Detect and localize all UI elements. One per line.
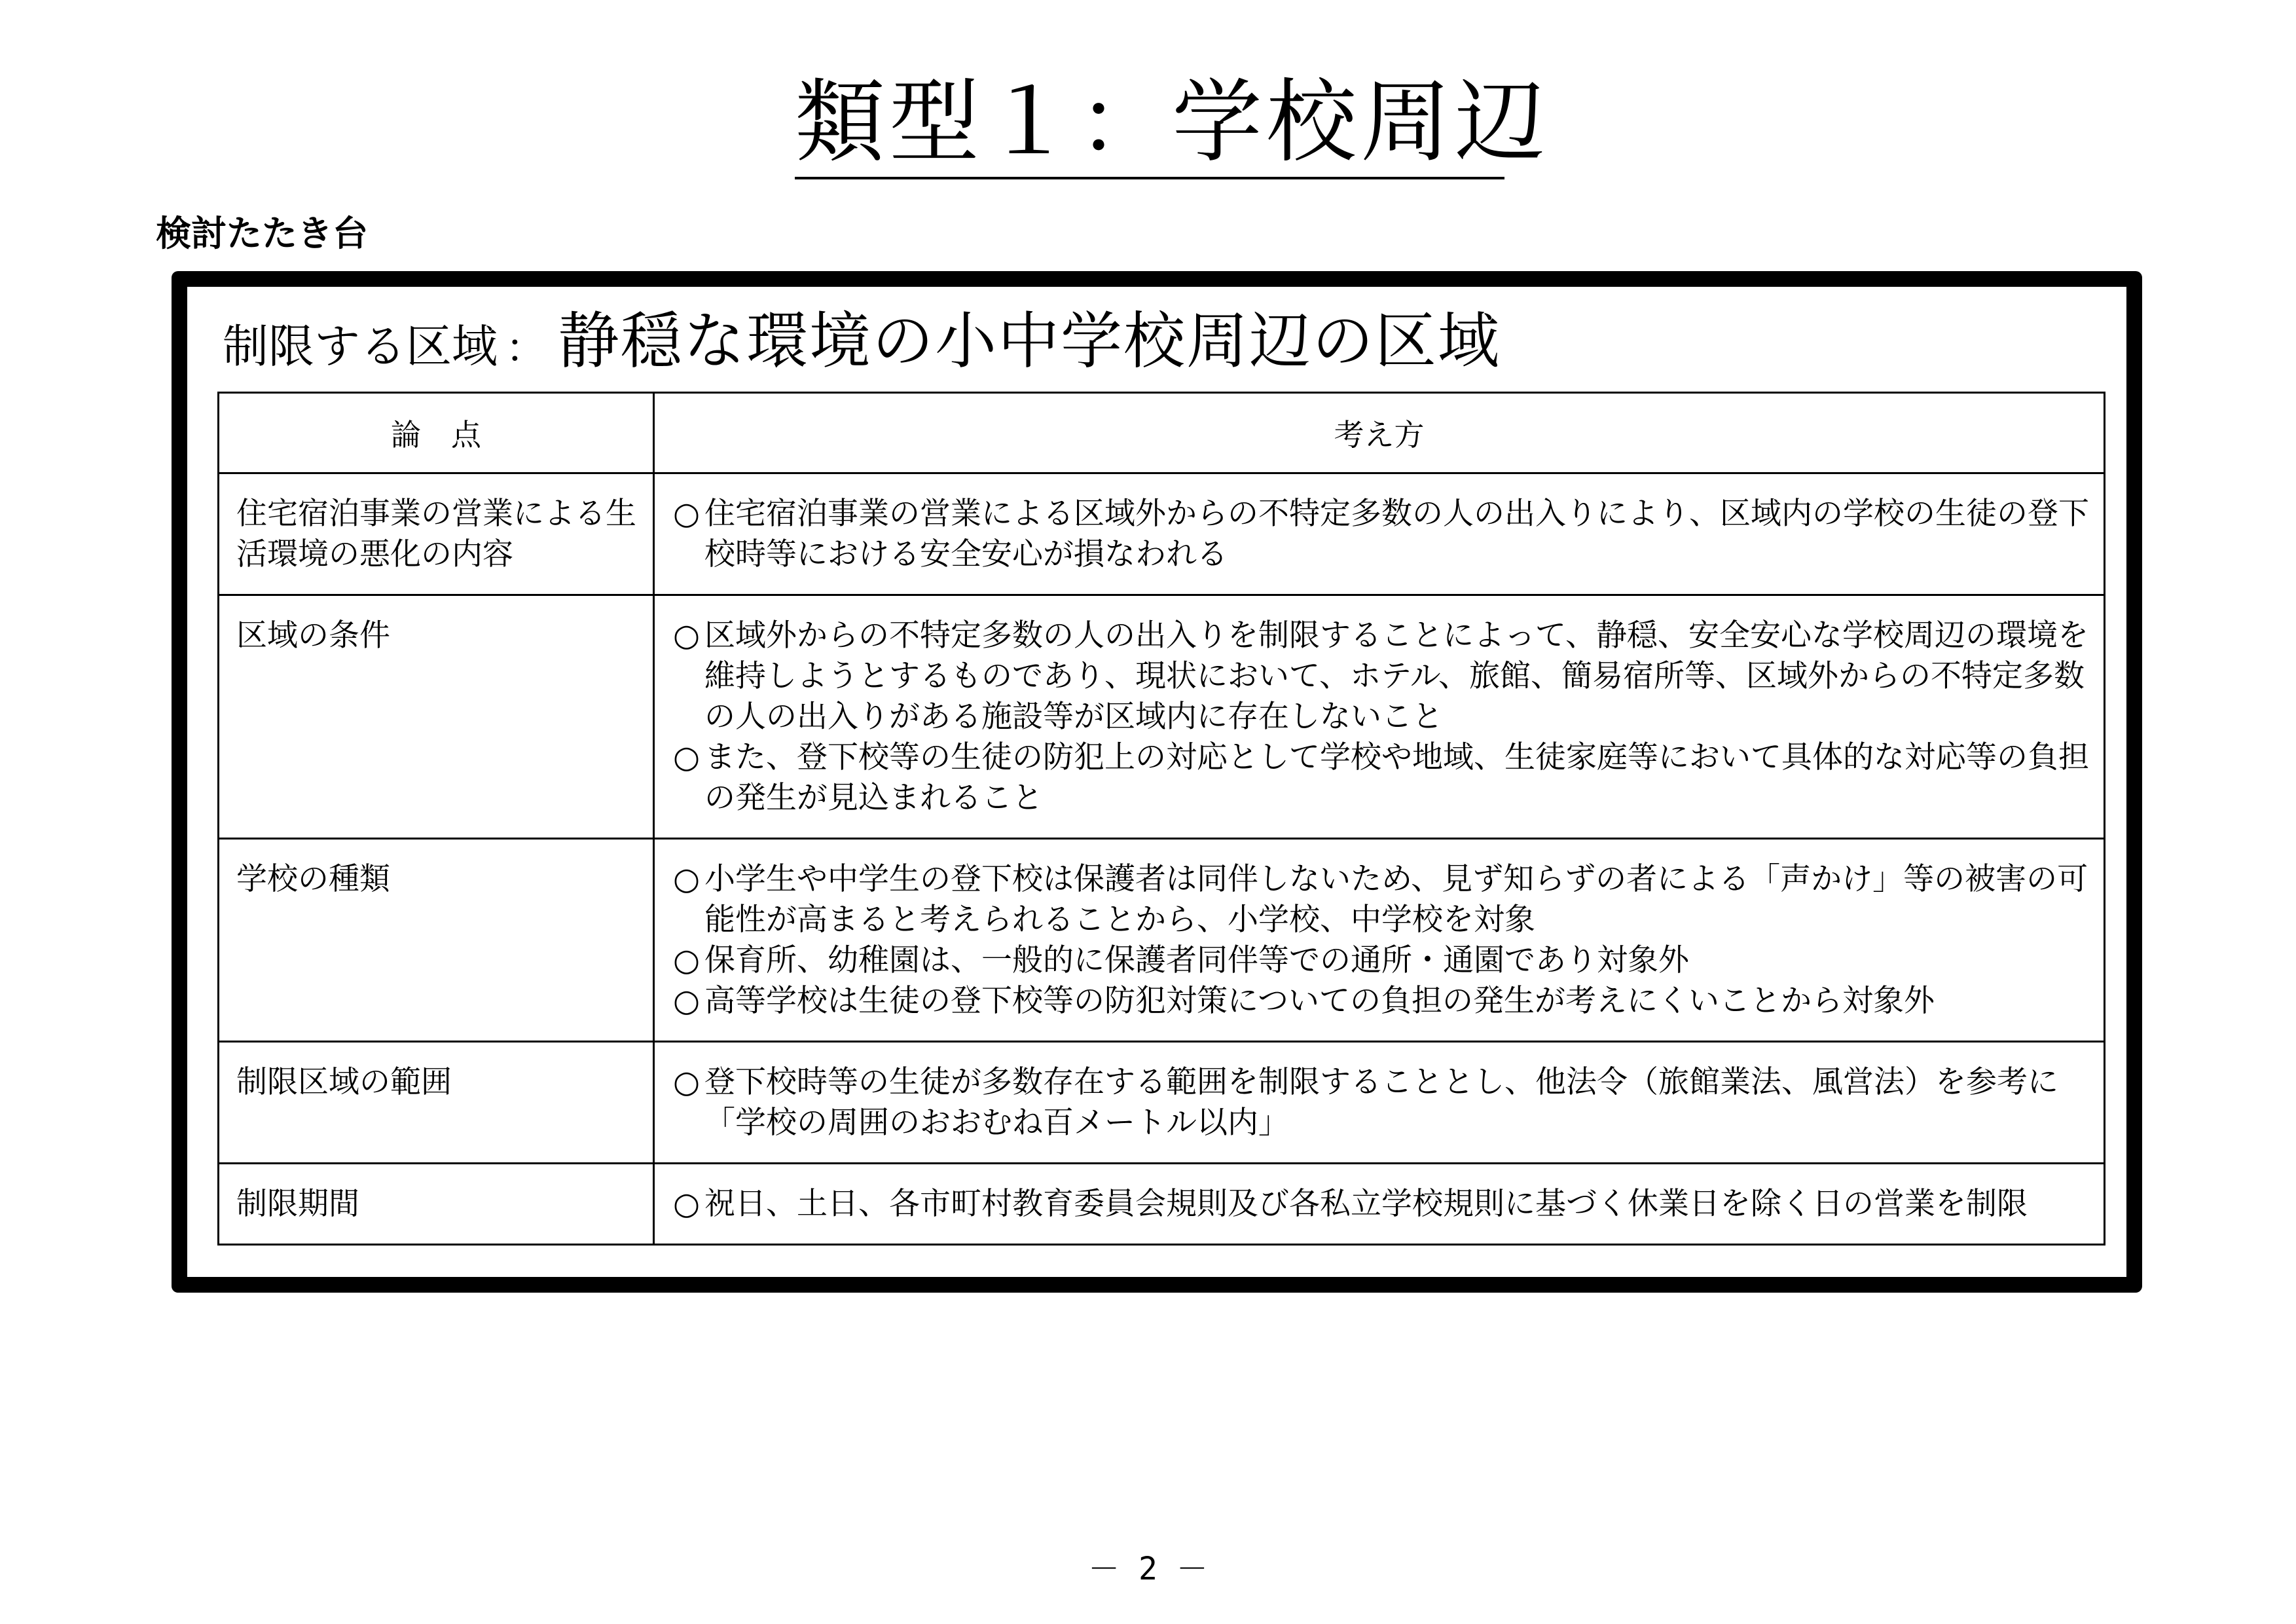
approach-text: 祝日、土日、各市町村教育委員会規則及び各私立学校規則に基づく休業日を除く日の営業を制限 [704, 1186, 2028, 1222]
table-header-row [219, 393, 2105, 473]
approach-point [673, 494, 2089, 575]
approach-point [673, 737, 2089, 819]
approach-text: 区域外からの不特定多数の人の出入りを制限することによって、静穏、安全安心な学校周辺の環境を維持しようとするものであり、現状において、ホテル、旅館、簡易宿所等、区域外からの不特定多数の人の出入りがある施設等が区域内に存在しないこと [704, 618, 2089, 735]
issue-cell: 制限区域の範囲 [219, 1042, 654, 1164]
issue-cell: 制限期間 [219, 1164, 654, 1245]
restricted-area-value: 静穏な環境の小中学校周辺の区域 [558, 306, 1501, 377]
table-row [219, 595, 2105, 839]
page-number: － 2 － [1088, 1551, 1208, 1587]
restricted-area-label: 制限する区域 [223, 320, 498, 373]
approach-point [673, 981, 2089, 1022]
table-row [219, 1164, 2105, 1245]
approach-point [673, 859, 2089, 940]
header-approach: 考え方 [654, 393, 2105, 473]
page-title: 類型１：学校周辺 [795, 73, 1504, 179]
issues-table [217, 392, 2105, 1246]
approach-cell [654, 1042, 2105, 1164]
restricted-area-colon: ： [505, 324, 547, 372]
bullet-mark: ○ [673, 1186, 701, 1222]
bullet-mark: ○ [673, 983, 701, 1019]
issue-cell: 区域の条件 [219, 595, 654, 839]
approach-text: 高等学校は生徒の登下校等の防犯対策についての負担の発生が考えにくいことから対象外 [704, 983, 1935, 1019]
approach-point [673, 1062, 2089, 1143]
approach-cell [654, 595, 2105, 839]
approach-cell [654, 1164, 2105, 1245]
bullet-mark: ○ [673, 1064, 701, 1100]
bullet-mark: ○ [673, 942, 701, 978]
policy-frame [172, 271, 2142, 1293]
table-row [219, 473, 2105, 595]
restricted-area-heading [223, 306, 1501, 381]
bullet-mark: ○ [673, 739, 701, 775]
approach-text: 登下校時等の生徒が多数存在する範囲を制限することとし、他法令（旅館業法、風営法）を参考に「学校の周囲のおおむね百メートル以内」 [704, 1064, 2058, 1141]
approach-text: 保育所、幼稚園は、一般的に保護者同伴等での通所・通園であり対象外 [704, 942, 1689, 978]
approach-text: 住宅宿泊事業の営業による区域外からの不特定多数の人の出入りにより、区域内の学校の生徒の登下校時等における安全安心が損なわれる [704, 496, 2089, 572]
bullet-mark: ○ [673, 618, 701, 654]
approach-point [673, 616, 2089, 737]
approach-point [673, 940, 2089, 981]
table-row [219, 839, 2105, 1042]
bullet-mark: ○ [673, 861, 701, 897]
table-row [219, 1042, 2105, 1164]
issue-cell: 住宅宿泊事業の営業による生活環境の悪化の内容 [219, 473, 654, 595]
approach-cell [654, 473, 2105, 595]
draft-subheading: 検討たたき台 [156, 213, 368, 254]
approach-point [673, 1184, 2089, 1225]
issue-cell: 学校の種類 [219, 839, 654, 1042]
approach-text: 小学生や中学生の登下校は保護者は同伴しないため、見ず知らずの者による「声かけ」等の被害の可能性が高まると考えられることから、小学校、中学校を対象 [704, 861, 2088, 938]
header-issue: 論 点 [219, 393, 654, 473]
approach-text: また、登下校等の生徒の防犯上の対応として学校や地域、生徒家庭等において具体的な対応等の負担の発生が見込まれること [704, 739, 2089, 816]
approach-cell [654, 839, 2105, 1042]
bullet-mark: ○ [673, 496, 701, 532]
